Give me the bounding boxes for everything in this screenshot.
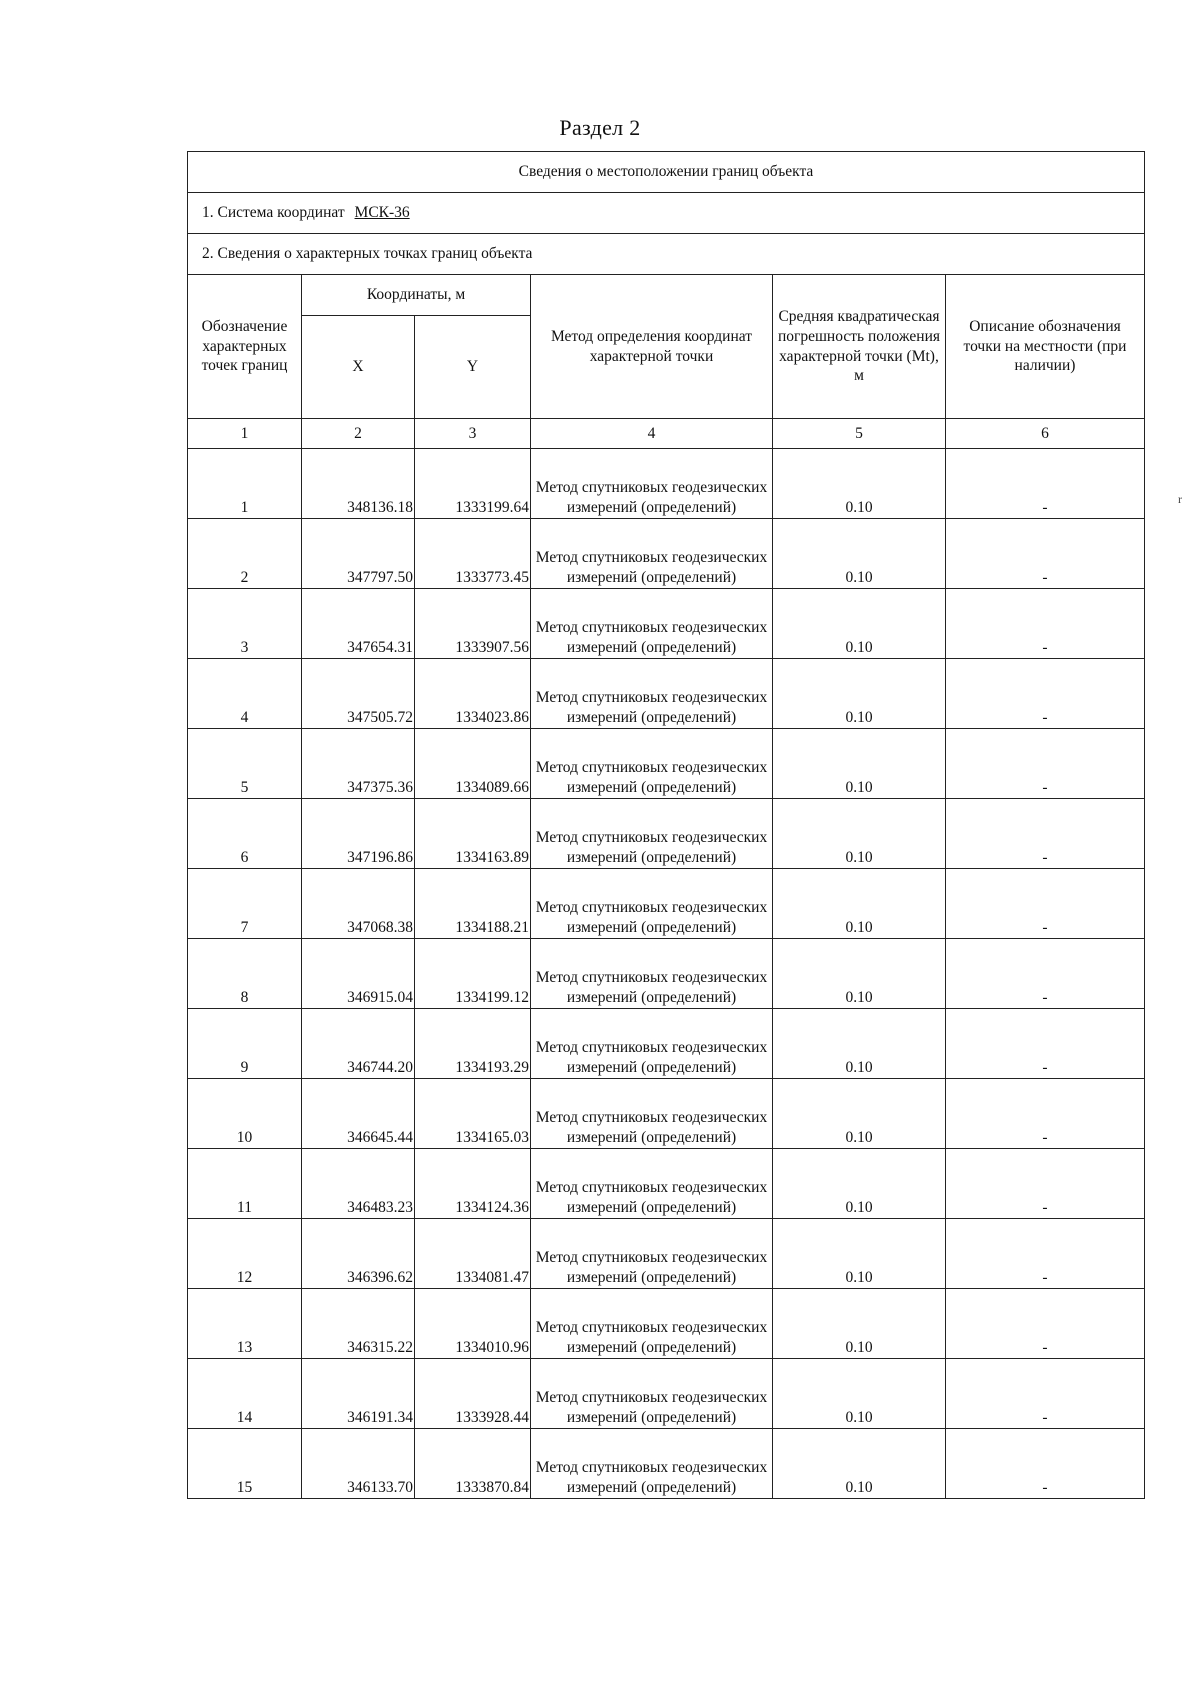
section-title: Раздел 2: [559, 115, 641, 140]
table-row: [188, 1289, 1145, 1359]
point-number: 12: [188, 1219, 302, 1289]
point-number: 10: [188, 1079, 302, 1149]
point-number: 3: [188, 589, 302, 659]
table-row: [188, 1359, 1145, 1429]
coordinate-system-row: [188, 193, 1145, 234]
method-cell: Метод спутниковых геодезических измерений (определений): [531, 1289, 773, 1359]
method-cell: Метод спутниковых геодезических измерений (определений): [531, 939, 773, 1009]
coord-x: 346133.70: [302, 1429, 415, 1499]
coord-x: 346915.04: [302, 939, 415, 1009]
point-number: 1: [188, 449, 302, 519]
header-y: Y: [415, 316, 531, 419]
coord-x: 347068.38: [302, 869, 415, 939]
method-cell: Метод спутниковых геодезических измерений (определений): [531, 1149, 773, 1219]
error-value: 0.10: [773, 729, 946, 799]
header-designation: Обозначение характерных точек границ: [188, 275, 302, 419]
coord-y: 1333907.56: [415, 589, 531, 659]
method-cell: Метод спутниковых геодезических измерений (определений): [531, 449, 773, 519]
header-method: Метод определения координат характерной точки: [531, 275, 773, 419]
table-row: [188, 799, 1145, 869]
coordinate-system-value: МСК-36: [354, 204, 410, 222]
coord-x: 347505.72: [302, 659, 415, 729]
header-description: Описание обозначения точки на местности (при наличии): [946, 275, 1145, 419]
point-number: 2: [188, 519, 302, 589]
error-value: 0.10: [773, 1079, 946, 1149]
method-cell: Метод спутниковых геодезических измерений (определений): [531, 1009, 773, 1079]
column-number: 3: [415, 419, 531, 449]
point-number: 9: [188, 1009, 302, 1079]
method-cell: Метод спутниковых геодезических измерений (определений): [531, 799, 773, 869]
point-description: -: [946, 1359, 1145, 1429]
error-value: 0.10: [773, 1149, 946, 1219]
table-row: [188, 939, 1145, 1009]
coord-x: 348136.18: [302, 449, 415, 519]
error-value: 0.10: [773, 449, 946, 519]
error-value: 0.10: [773, 519, 946, 589]
point-description: -: [946, 659, 1145, 729]
table-row: [188, 659, 1145, 729]
error-value: 0.10: [773, 939, 946, 1009]
error-value: 0.10: [773, 589, 946, 659]
table-row: [188, 729, 1145, 799]
point-description: -: [946, 449, 1145, 519]
method-cell: Метод спутниковых геодезических измерений (определений): [531, 519, 773, 589]
table-row: [188, 1009, 1145, 1079]
point-description: -: [946, 1079, 1145, 1149]
point-number: 13: [188, 1289, 302, 1359]
column-number-row: [188, 419, 1145, 449]
point-description: -: [946, 1219, 1145, 1289]
table-row: [188, 1429, 1145, 1499]
method-cell: Метод спутниковых геодезических измерений (определений): [531, 589, 773, 659]
coord-y: 1333773.45: [415, 519, 531, 589]
column-number: 4: [531, 419, 773, 449]
coord-y: 1334124.36: [415, 1149, 531, 1219]
coordinate-system-label: 1. Система координат: [202, 204, 345, 222]
table-row: [188, 1079, 1145, 1149]
error-value: 0.10: [773, 1289, 946, 1359]
point-number: 4: [188, 659, 302, 729]
method-cell: Метод спутниковых геодезических измерений (определений): [531, 729, 773, 799]
column-number: 6: [946, 419, 1145, 449]
coord-y: 1334010.96: [415, 1289, 531, 1359]
coord-y: 1334199.12: [415, 939, 531, 1009]
method-cell: Метод спутниковых геодезических измерений (определений): [531, 659, 773, 729]
table-row: [188, 519, 1145, 589]
margin-mark: r: [1178, 492, 1182, 506]
coord-y: 1334081.47: [415, 1219, 531, 1289]
point-number: 14: [188, 1359, 302, 1429]
point-description: -: [946, 939, 1145, 1009]
error-value: 0.10: [773, 799, 946, 869]
point-description: -: [946, 1289, 1145, 1359]
coord-x: 347654.31: [302, 589, 415, 659]
point-number: 11: [188, 1149, 302, 1219]
coord-x: 346315.22: [302, 1289, 415, 1359]
table-row: [188, 449, 1145, 519]
point-description: -: [946, 1009, 1145, 1079]
coord-x: 347196.86: [302, 799, 415, 869]
table-row: [188, 1219, 1145, 1289]
boundary-points-table: [187, 151, 1145, 1499]
coord-x: 346396.62: [302, 1219, 415, 1289]
method-cell: Метод спутниковых геодезических измерений (определений): [531, 1359, 773, 1429]
header-error: Средняя квадратическая погрешность положения характерной точки (Mt), м: [773, 275, 946, 419]
coord-x: 346483.23: [302, 1149, 415, 1219]
coord-y: 1334188.21: [415, 869, 531, 939]
method-cell: Метод спутниковых геодезических измерений (определений): [531, 1219, 773, 1289]
column-number: 5: [773, 419, 946, 449]
point-description: -: [946, 519, 1145, 589]
coord-x: 347375.36: [302, 729, 415, 799]
method-cell: Метод спутниковых геодезических измерений (определений): [531, 869, 773, 939]
error-value: 0.10: [773, 1219, 946, 1289]
coord-y: 1334165.03: [415, 1079, 531, 1149]
table-row: [188, 869, 1145, 939]
coord-x: 346744.20: [302, 1009, 415, 1079]
coord-x: 347797.50: [302, 519, 415, 589]
table-row: [188, 1149, 1145, 1219]
point-number: 15: [188, 1429, 302, 1499]
error-value: 0.10: [773, 1009, 946, 1079]
point-number: 6: [188, 799, 302, 869]
point-number: 7: [188, 869, 302, 939]
coord-y: 1333928.44: [415, 1359, 531, 1429]
error-value: 0.10: [773, 869, 946, 939]
coord-y: 1334023.86: [415, 659, 531, 729]
error-value: 0.10: [773, 1359, 946, 1429]
table-row: [188, 589, 1145, 659]
coord-x: 346645.44: [302, 1079, 415, 1149]
points-section-label: 2. Сведения о характерных точках границ объекта: [188, 234, 1145, 275]
point-description: -: [946, 1149, 1145, 1219]
method-cell: Метод спутниковых геодезических измерений (определений): [531, 1079, 773, 1149]
point-number: 8: [188, 939, 302, 1009]
coord-x: 346191.34: [302, 1359, 415, 1429]
header-x: X: [302, 316, 415, 419]
coord-y: 1334193.29: [415, 1009, 531, 1079]
point-description: -: [946, 729, 1145, 799]
error-value: 0.10: [773, 1429, 946, 1499]
method-cell: Метод спутниковых геодезических измерений (определений): [531, 1429, 773, 1499]
header-coordinates: Координаты, м: [302, 275, 531, 316]
column-number: 1: [188, 419, 302, 449]
point-description: -: [946, 799, 1145, 869]
point-number: 5: [188, 729, 302, 799]
table-caption: Сведения о местоположении границ объекта: [188, 152, 1145, 193]
point-description: -: [946, 1429, 1145, 1499]
coord-y: 1333870.84: [415, 1429, 531, 1499]
coord-y: 1334089.66: [415, 729, 531, 799]
error-value: 0.10: [773, 659, 946, 729]
column-number: 2: [302, 419, 415, 449]
point-description: -: [946, 869, 1145, 939]
point-description: -: [946, 589, 1145, 659]
coord-y: 1333199.64: [415, 449, 531, 519]
coord-y: 1334163.89: [415, 799, 531, 869]
